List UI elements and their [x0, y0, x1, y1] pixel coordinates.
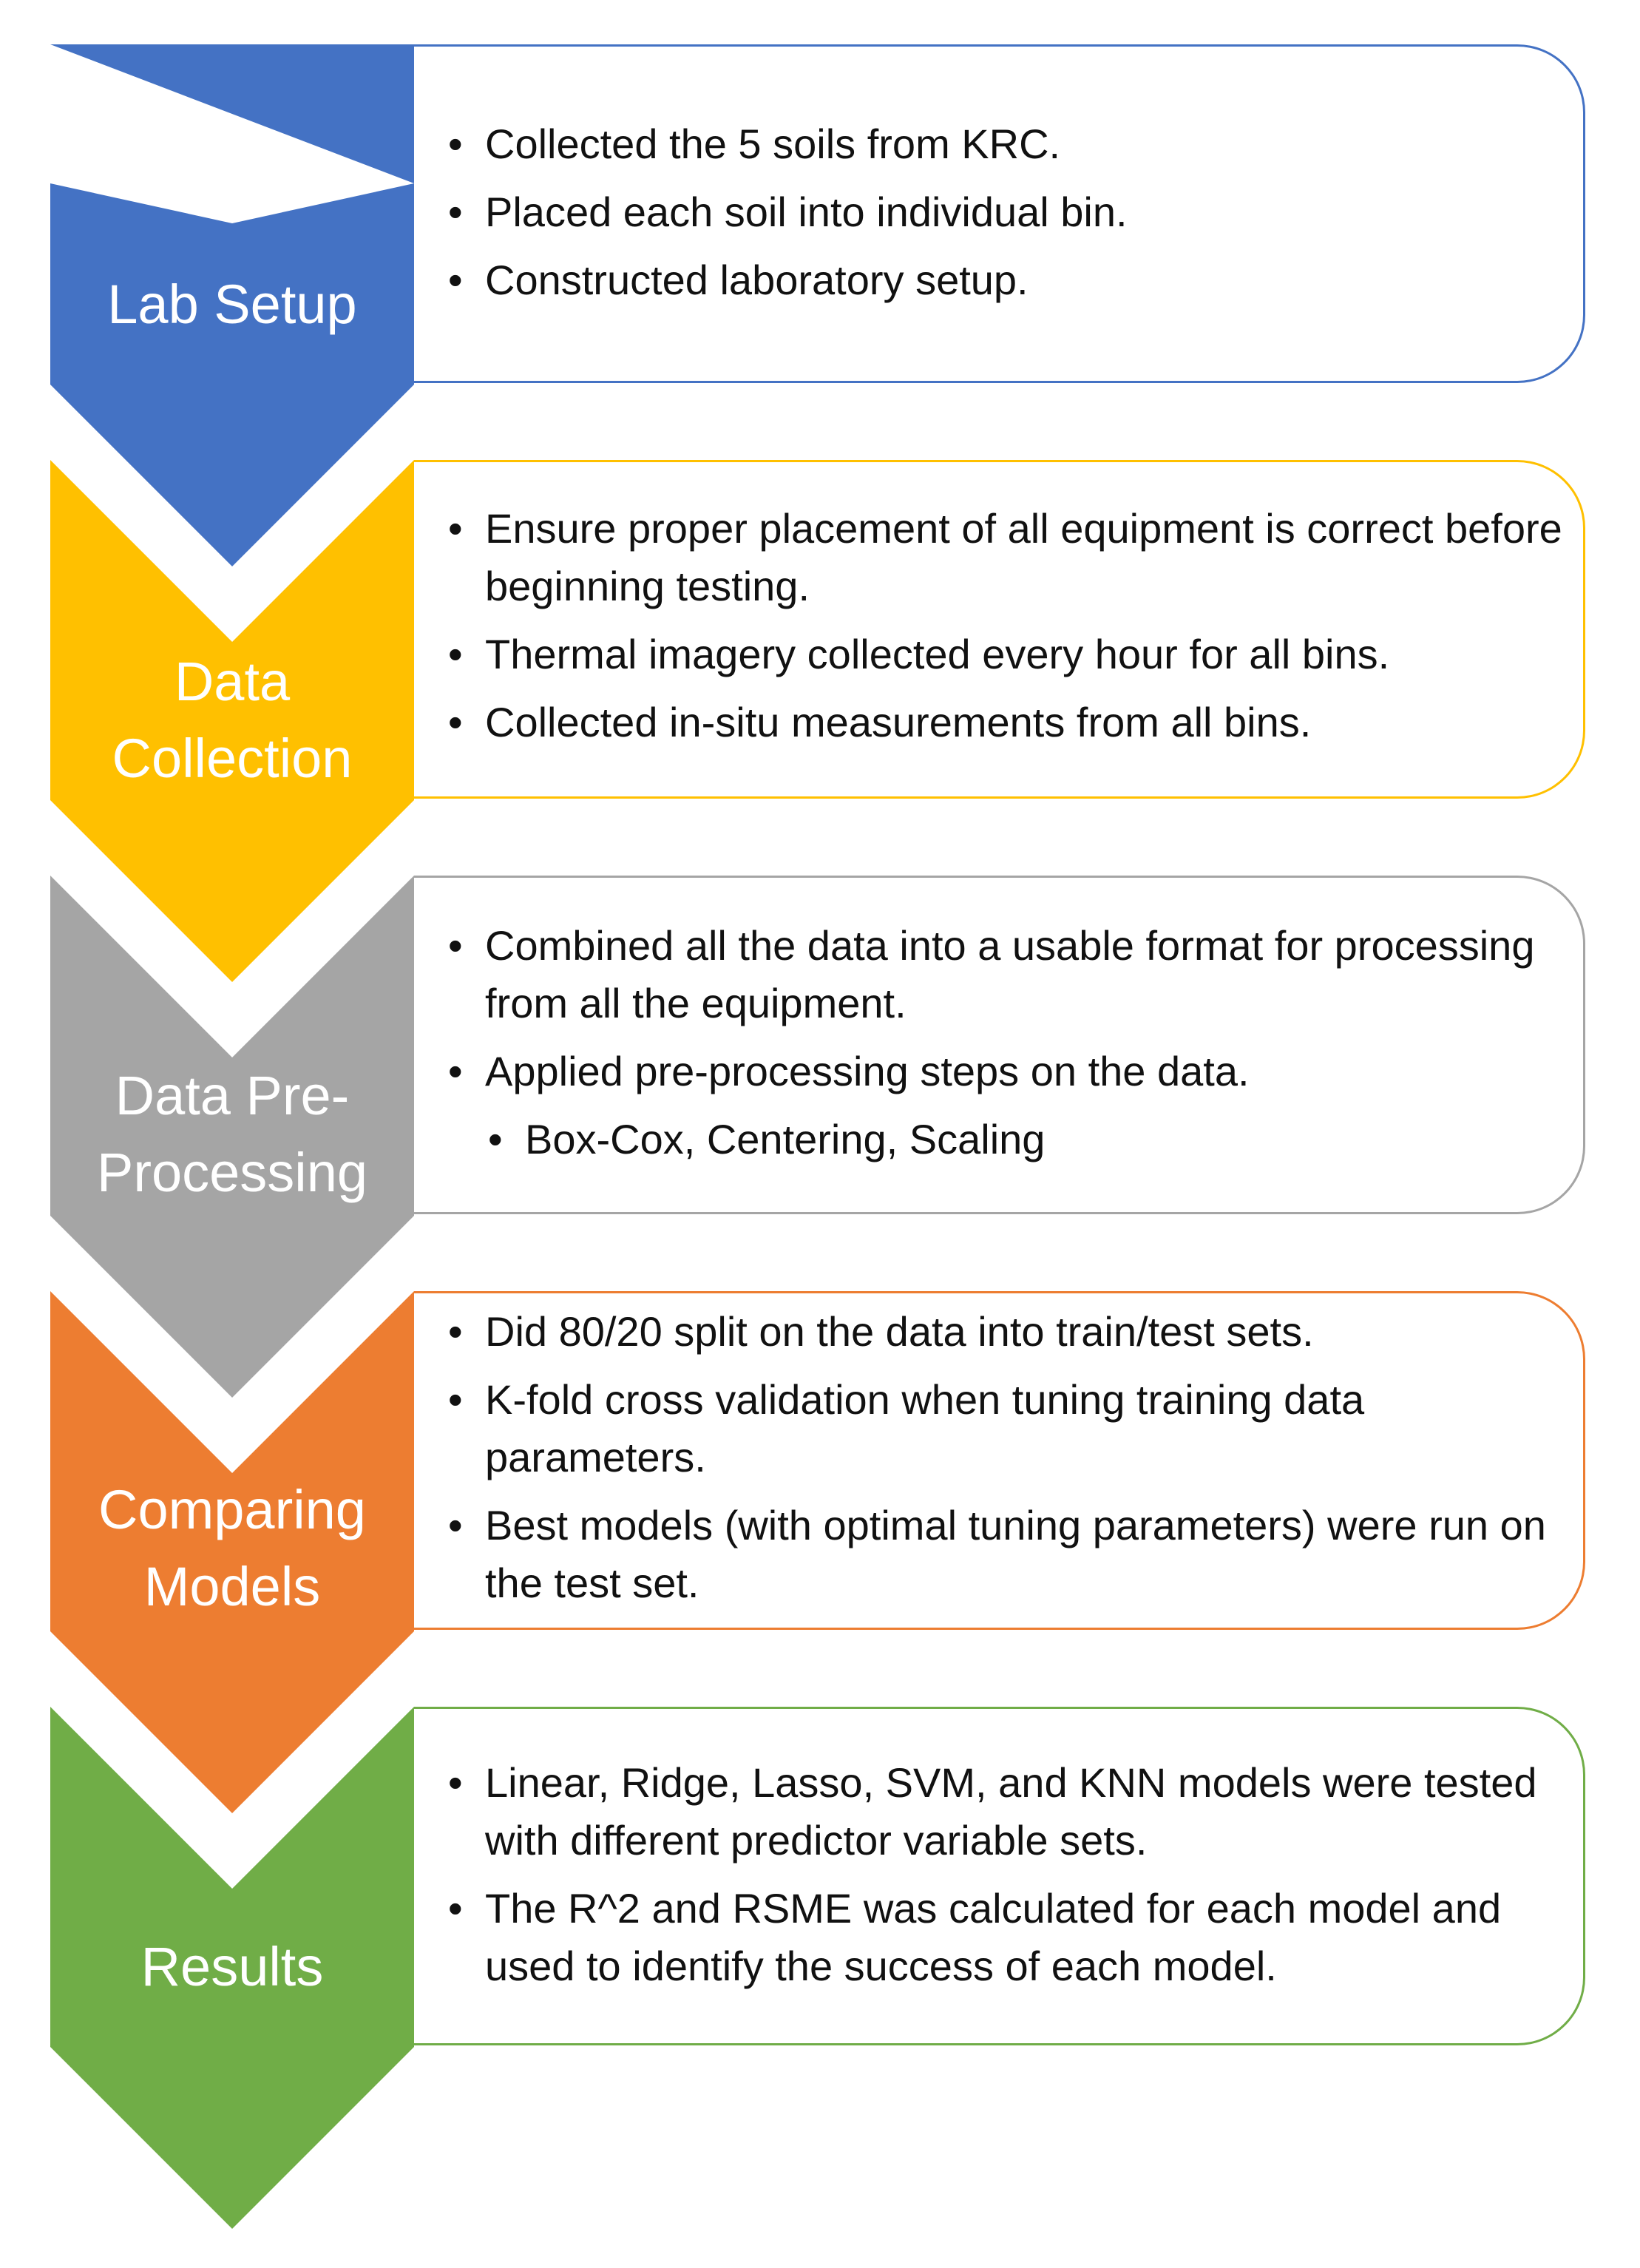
stage-4-label: Comparing Models	[98, 1479, 366, 1617]
stage-3-bullet-1: • Combined all the data into a usable format for processing from all the equipment.	[447, 917, 1563, 1032]
stage-5-label: Results	[140, 1936, 324, 1997]
stage-2-bullet-3: • Collected in-situ measurements from all bins.	[447, 694, 1563, 751]
stage-5-bullet-1: • Linear, Ridge, Lasso, SVM, and KNN models were tested with different predictor variable sets.	[447, 1754, 1563, 1869]
stage-4-bullet-2: • K-fold cross validation when tuning training data parameters.	[447, 1371, 1563, 1486]
stage-3-bullet-2: • Applied pre-processing steps on the data.	[447, 1043, 1563, 1100]
stage-1-bullet-3: • Constructed laboratory setup.	[447, 251, 1563, 309]
stage-5-bullet-2: • The R^2 and RSME was calculated for each model and used to identify the success of each model.	[447, 1880, 1563, 1995]
stage-4-bullet-3: • Best models (with optimal tuning parameters) were run on the test set.	[447, 1497, 1563, 1612]
stage-5-bullets	[447, 1754, 1563, 2005]
stage-3-sub-bullet-1: • Box-Cox, Centering, Scaling	[487, 1111, 1563, 1168]
stage-1-bullet-1: • Collected the 5 soils from KRC.	[447, 115, 1563, 173]
stage-2-label: Data Collection	[112, 651, 353, 789]
stage-1-bullet-2: • Placed each soil into individual bin.	[447, 183, 1563, 241]
stage-1-label: Lab Setup	[107, 274, 357, 335]
stage-3-label: Data Pre-Processing	[96, 1065, 368, 1203]
stage-2-bullet-1: • Ensure proper placement of all equipment is correct before beginning testing.	[447, 500, 1563, 615]
stage-4-bullet-1: • Did 80/20 split on the data into train/test sets.	[447, 1303, 1563, 1361]
stage-2-bullet-2: • Thermal imagery collected every hour for all bins.	[447, 626, 1563, 683]
